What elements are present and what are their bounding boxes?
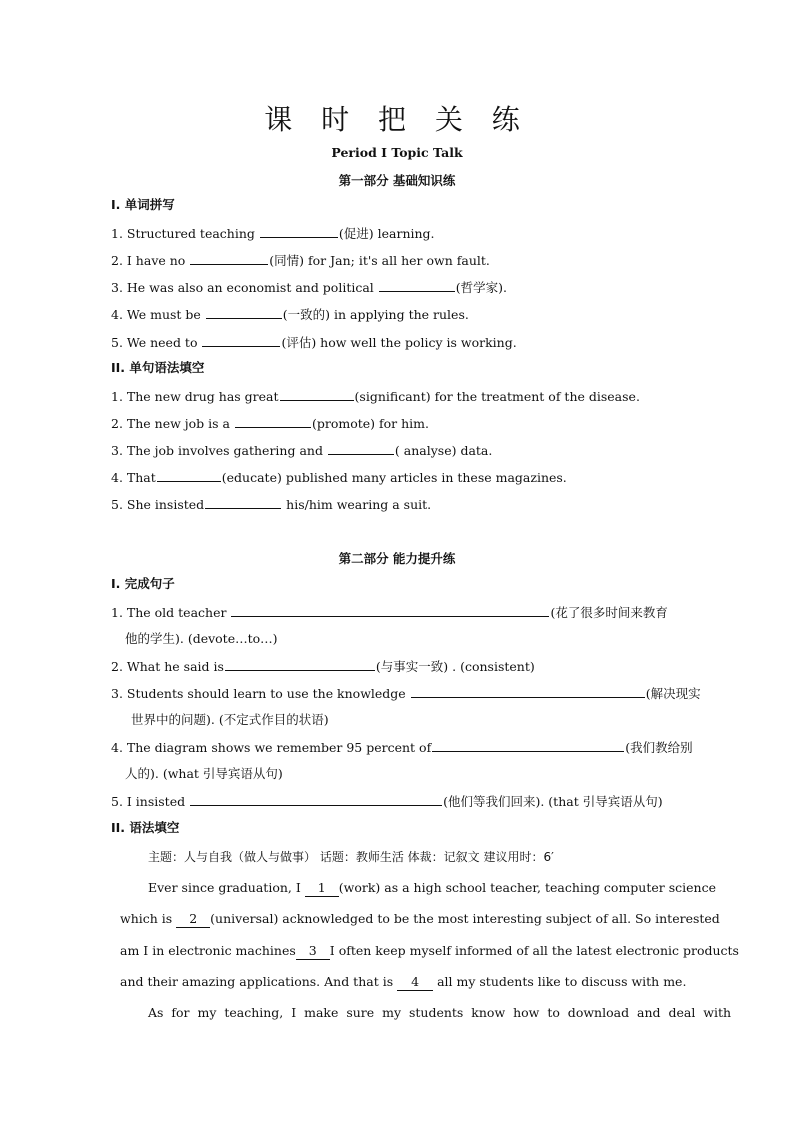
- item-hint: (一致的) in applying the rules.: [282, 307, 469, 322]
- item-hint: (解决现实: [645, 686, 701, 701]
- answer-blank[interactable]: [190, 252, 268, 265]
- part-two-heading: 第二部分 能力提升练: [338, 551, 456, 566]
- list-item: [111, 658, 535, 675]
- item-text: 2. The new job is a: [111, 416, 234, 431]
- list-item: [111, 442, 492, 459]
- item-hint: (促进) learning.: [338, 226, 435, 241]
- item-text: 3. He was also an economist and political: [111, 280, 378, 295]
- section-grammar-fill-heading: II. 单句语法填空: [111, 360, 205, 375]
- answer-blank-4[interactable]: 4: [397, 974, 433, 991]
- list-item: [111, 496, 431, 513]
- answer-blank[interactable]: [379, 279, 455, 292]
- answer-blank-3[interactable]: 3: [296, 943, 330, 960]
- answer-blank[interactable]: [205, 496, 281, 509]
- list-item: [111, 388, 640, 405]
- answer-blank[interactable]: [190, 793, 442, 806]
- list-item: [111, 415, 429, 432]
- list-item-continuation: 人的). (what 引导宾语从句): [125, 766, 283, 781]
- item-hint: (promote) for him.: [311, 416, 429, 431]
- answer-blank-2[interactable]: 2: [176, 911, 210, 928]
- item-hint: (哲学家).: [455, 280, 507, 295]
- list-item: [111, 225, 435, 242]
- item-text: 1. The old teacher: [111, 605, 231, 620]
- answer-blank[interactable]: [206, 306, 282, 319]
- list-item-continuation: 他的学生). (devote…to…): [125, 631, 278, 646]
- item-text: 5. I insisted: [111, 794, 190, 809]
- answer-blank[interactable]: [225, 658, 375, 671]
- item-text: 3. The job involves gathering and: [111, 443, 327, 458]
- list-item: [111, 469, 567, 486]
- item-hint: ( analyse) data.: [394, 443, 493, 458]
- passage-line: As for my teaching, I make sure my students know how to download and deal with: [148, 1005, 732, 1020]
- item-hint: (同情) for Jan; it's all her own fault.: [269, 253, 490, 268]
- list-item: [111, 739, 693, 756]
- section-grammar-passage-heading: II. 语法填空: [111, 820, 180, 835]
- page-title: 课 时 把 关 练: [264, 103, 530, 136]
- list-item: [111, 334, 517, 351]
- list-item: [111, 306, 469, 323]
- item-text: 1. The new drug has great: [111, 389, 279, 404]
- passage-line: [120, 974, 687, 991]
- passage-text: am I in electronic machines: [120, 943, 296, 958]
- answer-blank[interactable]: [260, 225, 338, 238]
- passage-line: [148, 880, 716, 897]
- passage-line: [120, 943, 739, 960]
- period-subtitle: Period I Topic Talk: [331, 145, 463, 160]
- answer-blank[interactable]: [231, 604, 549, 617]
- answer-blank[interactable]: [411, 685, 645, 698]
- list-item: [111, 604, 668, 621]
- item-text: 4. We must be: [111, 307, 205, 322]
- answer-blank[interactable]: [328, 442, 394, 455]
- item-text: 1. Structured teaching: [111, 226, 259, 241]
- answer-blank[interactable]: [157, 469, 221, 482]
- passage-meta: 主题：人与自我（做人与做事） 话题：教师生活 体裁：记叙文 建议用时：6′: [148, 850, 554, 864]
- list-item-continuation: 世界中的问题). (不定式作目的状语): [131, 712, 329, 727]
- item-hint: (我们教给别: [625, 740, 693, 755]
- item-text: 4. The diagram shows we remember 95 percent of: [111, 740, 432, 755]
- item-hint: (评估) how well the policy is working.: [281, 335, 517, 350]
- passage-text: all my students like to discuss with me.: [433, 974, 687, 989]
- answer-blank-1[interactable]: 1: [305, 880, 339, 897]
- answer-blank[interactable]: [235, 415, 311, 428]
- passage-line: [120, 911, 720, 928]
- item-text: 4. That: [111, 470, 156, 485]
- part-one-heading: 第一部分 基础知识练: [338, 173, 456, 188]
- item-hint: (花了很多时间来教育: [550, 605, 668, 620]
- section-word-spelling-heading: I. 单词拼写: [111, 197, 175, 212]
- passage-text: (universal) acknowledged to be the most interesting subject of all. So interested: [210, 911, 720, 926]
- item-text: 2. I have no: [111, 253, 190, 268]
- passage-text: and their amazing applications. And that is: [120, 974, 398, 989]
- item-hint: (significant) for the treatment of the disease.: [354, 389, 640, 404]
- list-item: [111, 793, 663, 810]
- item-hint: his/him wearing a suit.: [282, 497, 432, 512]
- list-item: [111, 685, 701, 702]
- passage-text: which is: [120, 911, 177, 926]
- item-hint: (他们等我们回来). (that 引导宾语从句): [443, 794, 663, 809]
- item-text: 3. Students should learn to use the knowledge: [111, 686, 410, 701]
- passage-text: (work) as a high school teacher, teaching computer science: [338, 880, 716, 895]
- answer-blank[interactable]: [202, 334, 280, 347]
- item-text: 5. We need to: [111, 335, 202, 350]
- passage-text: I often keep myself informed of all the latest electronic products: [329, 943, 739, 958]
- item-hint: (educate) published many articles in these magazines.: [221, 470, 567, 485]
- answer-blank[interactable]: [432, 739, 624, 752]
- item-text: 5. She insisted: [111, 497, 205, 512]
- passage-text: Ever since graduation, I: [148, 880, 305, 895]
- answer-blank[interactable]: [280, 388, 354, 401]
- item-text: 2. What he said is: [111, 659, 224, 674]
- list-item: [111, 279, 507, 296]
- list-item: [111, 252, 490, 269]
- section-complete-sentences-heading: I. 完成句子: [111, 576, 175, 591]
- item-hint: (与事实一致) . (consistent): [375, 659, 535, 674]
